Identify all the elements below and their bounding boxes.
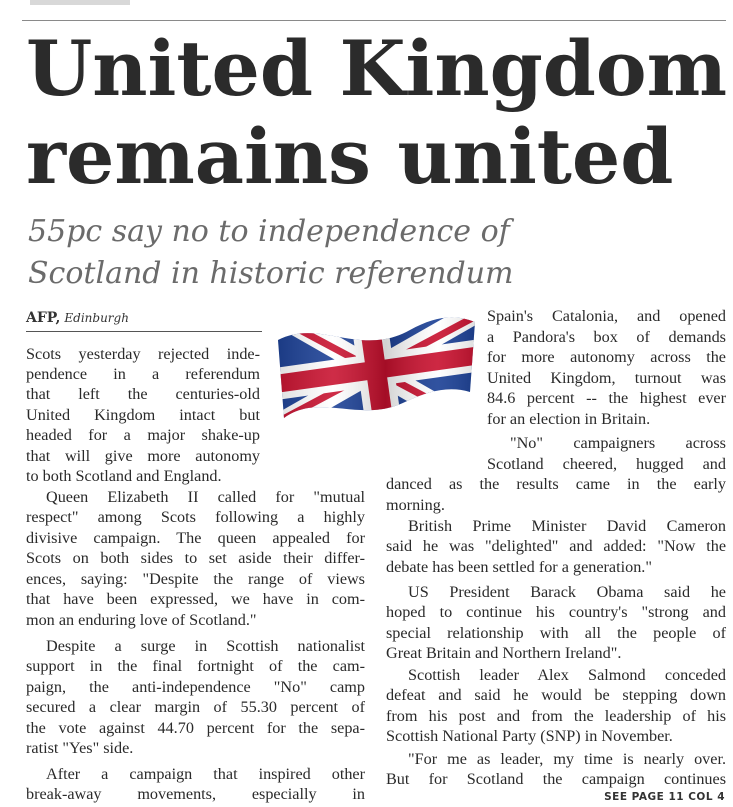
- body-line: Spain's Catalonia, and opened: [487, 307, 726, 325]
- body-line: United Kingdom intact but: [26, 406, 260, 424]
- body-line: headed for a major shake-up: [26, 426, 260, 444]
- body-line: that will give more autonomy: [26, 447, 260, 465]
- body-line: special relationship with all the people of: [386, 624, 726, 642]
- body-line: to both Scotland and England.: [26, 467, 222, 485]
- body-line: Scots yesterday rejected inde-: [26, 345, 260, 363]
- body-line: 84.6 percent -- the highest ever: [487, 389, 726, 407]
- byline-city: Edinburgh: [64, 311, 129, 325]
- body-line: the vote against 44.70 percent for the sepa-: [26, 719, 365, 737]
- body-line: divisive campaign. The queen appealed for: [26, 529, 365, 547]
- body-line: morning.: [386, 496, 445, 514]
- body-line: mon an enduring love of Scotland.": [26, 611, 257, 629]
- body-line: ratist "Yes" side.: [26, 739, 134, 757]
- continuation-note: SEE PAGE 11 COL 4: [604, 791, 725, 803]
- body-line: support in the final fortnight of the cam-: [26, 657, 365, 675]
- body-line: that left the centuries-old: [26, 385, 260, 403]
- body-line: Scottish National Party (SNP) in November.: [386, 727, 673, 745]
- body-line: defeat and said he would be stepping down: [386, 686, 726, 704]
- byline-rule: [26, 331, 262, 332]
- body-line: debate has been settled for a generation.": [386, 558, 652, 576]
- body-line: Queen Elizabeth II called for "mutual: [46, 488, 365, 506]
- body-line: secured a clear margin of 55.30 percent of: [26, 698, 365, 716]
- body-line: ences, saying: "Despite the range of views: [26, 570, 365, 588]
- body-line: from his post and from the leadership of his: [386, 707, 726, 725]
- body-line: respect" among Scots following a highly: [26, 508, 365, 526]
- body-line: Despite a surge in Scottish nationalist: [46, 637, 365, 655]
- body-line: that have been expressed, we have in com-: [26, 590, 365, 608]
- previous-article-fragment: [30, 0, 130, 5]
- body-line: United Kingdom, turnout was: [487, 369, 726, 387]
- headline-line-2: remains united: [26, 112, 674, 201]
- byline-agency: AFP,: [26, 310, 61, 326]
- body-line: But for Scotland the campaign continues: [386, 770, 726, 788]
- top-rule: [22, 20, 726, 21]
- body-line: for more autonomy across the: [487, 348, 726, 366]
- subhead-line-1: 55pc say no to independence of: [28, 214, 510, 249]
- body-line: After a campaign that inspired other: [46, 765, 365, 783]
- headline-line-1: United Kingdom: [26, 24, 728, 113]
- body-line: Scots on both sides to set aside their differ-: [26, 549, 365, 567]
- body-line: British Prime Minister David Cameron: [408, 517, 726, 535]
- body-line: a Pandora's box of demands: [487, 328, 726, 346]
- body-line: Scottish leader Alex Salmond conceded: [408, 666, 726, 684]
- body-line: paign, the anti-independence "No" camp: [26, 678, 365, 696]
- body-line: US President Barack Obama said he: [408, 583, 726, 601]
- body-line: "For me as leader, my time is nearly over.: [408, 750, 726, 768]
- body-line: "No" campaigners across: [510, 434, 726, 452]
- byline: [26, 310, 129, 326]
- subhead-line-2: Scotland in historic referendum: [28, 256, 514, 291]
- body-line: pendence in a referendum: [26, 365, 260, 383]
- body-line: break-away movements, especially in: [26, 785, 365, 803]
- body-line: danced as the results came in the early: [386, 475, 726, 493]
- union-jack-flag-icon: [270, 300, 480, 440]
- body-line: said he was "delighted" and added: "Now the: [386, 537, 726, 555]
- body-line: Scotland cheered, hugged and: [487, 455, 726, 473]
- body-line: Great Britain and Northern Ireland".: [386, 644, 622, 662]
- body-line: hoped to continue his country's "strong and: [386, 603, 726, 621]
- body-line: for an election in Britain.: [487, 410, 651, 428]
